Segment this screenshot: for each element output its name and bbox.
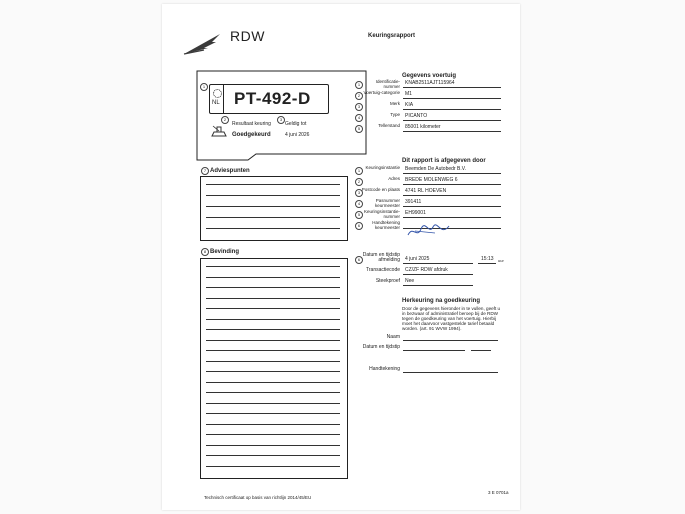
findings-line — [206, 277, 340, 278]
trans-value: CZ/ZF RDW afdruk — [405, 267, 448, 273]
findings-line — [206, 371, 340, 372]
recheck-time-line — [471, 350, 491, 351]
plate-country: NL — [212, 100, 220, 106]
findings-line — [206, 424, 340, 425]
plate-number: PT-492-D — [234, 89, 311, 108]
findings-line — [206, 445, 340, 446]
recheck-name-line — [403, 340, 498, 341]
findings-line — [206, 329, 340, 330]
recheck-text-line: Door de gegevens hieronder in te vullen, geeft u — [402, 306, 501, 311]
vehicle-field-line — [403, 131, 501, 132]
issued-field-num: 4 — [355, 200, 363, 208]
vehicle-field-value: KIA — [405, 102, 414, 108]
advice-line — [206, 184, 340, 185]
inspection-num: 6 — [355, 256, 363, 264]
recheck-sign-label: Handtekening — [369, 366, 400, 372]
findings-line — [206, 455, 340, 456]
recheck-text-line: tegen de goedkeuring van het voertuig. Hierbij — [402, 316, 496, 321]
findings-line — [206, 413, 340, 414]
vehicle-field-value: M1 — [405, 91, 412, 97]
trans-label: Transactiecode — [366, 267, 400, 273]
issued-field-label: Adres — [388, 176, 400, 181]
advice-line — [206, 228, 340, 229]
issued-field-label: Pasnummer keurmeester — [374, 198, 400, 208]
footer-right: 3 E 0701a — [488, 490, 509, 495]
recheck-text-line: in bezwaar of administratief beroep bij de RDW — [402, 311, 499, 316]
findings-line — [206, 403, 340, 404]
vehicle-field-label: Voertuig-categorie — [363, 90, 400, 95]
vehicle-field-num: 3 — [355, 103, 363, 111]
issued-field-num: 3 — [355, 189, 363, 197]
issued-field-num: 5 — [355, 211, 363, 219]
issued-field-num: 2 — [355, 178, 363, 186]
issued-field-value: 4741 RL HOEVEN — [405, 188, 447, 194]
inspection-date-label: Datum en tijdstip afmelding — [362, 252, 400, 263]
findings-line — [206, 434, 340, 435]
recheck-text — [402, 306, 500, 331]
issued-field-num: 6 — [355, 222, 363, 230]
vehicle-field-line — [403, 87, 501, 88]
inspection-report-page — [162, 4, 520, 510]
findings-line — [206, 350, 340, 351]
vehicle-field-label: Type — [390, 112, 400, 117]
issued-field-value: 391411 — [405, 199, 422, 205]
plate-eu-band — [210, 85, 224, 113]
findings-line — [206, 287, 340, 288]
plate-num: 1 — [200, 83, 208, 91]
findings-line — [206, 340, 340, 341]
vehicle-field-num: 1 — [355, 81, 363, 89]
advice-line — [206, 217, 340, 218]
findings-box — [200, 258, 348, 479]
footer-left: Technisch certificaat op basis van richtlijn 2014/45/EU — [204, 495, 312, 500]
inspection-date-value: 4 juni 2025 — [405, 256, 430, 262]
recheck-text-line: moet het daarvoor vastgestelde tarief betaald — [402, 321, 495, 326]
issued-field-value: BREDE MOLENWEG 6 — [405, 177, 458, 183]
recheck-text-line: worden. (art. 91 WVW 1994). — [402, 326, 462, 331]
result-value: Goedgekeurd — [232, 132, 271, 138]
vehicle-field-label: Tellerstand — [378, 123, 400, 128]
findings-line — [206, 382, 340, 383]
steek-value: Nee — [405, 278, 415, 284]
findings-heading: Bevinding — [210, 249, 240, 255]
findings-line — [206, 392, 340, 393]
valid-num: 3 — [277, 116, 285, 124]
findings-line — [206, 308, 340, 309]
findings-line — [206, 319, 340, 320]
inspection-time-value: 15:13 — [481, 256, 494, 262]
valid-label: Geldig tot — [285, 121, 307, 127]
advice-box — [200, 176, 348, 241]
inspection-time-unit: uur — [498, 258, 504, 263]
result-num: 2 — [221, 116, 229, 124]
issued-field-value: Beemden De Autobedr B.V. — [405, 166, 466, 172]
vehicle-field-value: PICANTO — [405, 113, 428, 119]
vehicle-field-value: 85001 kilometer — [405, 124, 441, 130]
signature-image — [405, 221, 455, 241]
result-label: Resultaat keuring — [232, 121, 271, 127]
recheck-date-label: Datum en tijdstip — [362, 344, 400, 350]
vehicle-field-num: 2 — [355, 92, 363, 100]
vehicle-field-label: Identificatie-nummer — [375, 79, 400, 89]
findings-line — [206, 361, 340, 362]
vehicle-field-num: 5 — [355, 125, 363, 133]
issued-field-label: Keuringsinstantie-nummer — [363, 209, 400, 219]
recheck-name-label: Naam — [386, 334, 400, 340]
advice-line — [206, 206, 340, 207]
issued-field-line — [403, 217, 501, 218]
advice-heading: Adviespunten — [210, 168, 250, 174]
recheck-sign-line — [403, 372, 498, 373]
steek-label: Steekproef — [375, 278, 400, 284]
vehicle-field-line — [403, 109, 501, 110]
vehicle-field-num: 4 — [355, 114, 363, 122]
stamp-icon — [210, 124, 228, 138]
issued-field-line — [403, 206, 501, 207]
issued-field-value: EH99001 — [405, 210, 426, 216]
license-plate — [209, 84, 329, 114]
issued-field-line — [403, 195, 501, 196]
issued-field-line — [403, 184, 501, 185]
advice-num: 7 — [201, 167, 209, 175]
vehicle-field-label: Merk — [390, 101, 400, 106]
report-title: Keuringsrapport — [368, 33, 416, 39]
issued-field-num: 1 — [355, 167, 363, 175]
recheck-heading: Herkeuring na goedkeuring — [402, 298, 481, 304]
brand-name: RDW — [230, 28, 265, 44]
findings-num: 8 — [201, 248, 209, 256]
findings-line — [206, 266, 340, 267]
issued-field-label: Keuringsinstantie — [365, 165, 400, 170]
recheck-date-line — [403, 350, 465, 351]
advice-line — [206, 195, 340, 196]
findings-line — [206, 466, 340, 467]
findings-line — [206, 298, 340, 299]
vehicle-field-line — [403, 120, 501, 121]
vehicle-heading: Gegevens voertuig — [402, 73, 457, 79]
issued-field-label: Postcode en plaats — [361, 187, 400, 192]
vehicle-field-value: KNAB2511AJT115964 — [405, 80, 455, 86]
valid-value: 4 juni 2026 — [285, 132, 310, 138]
issued-field-label: Handtekening keurmeester — [372, 220, 400, 230]
rdw-logo-icon — [182, 30, 224, 58]
issued-heading: Dit rapport is afgegeven door — [402, 158, 486, 164]
issued-field-line — [403, 173, 501, 174]
vehicle-field-line — [403, 98, 501, 99]
eu-stars-icon — [213, 89, 222, 98]
